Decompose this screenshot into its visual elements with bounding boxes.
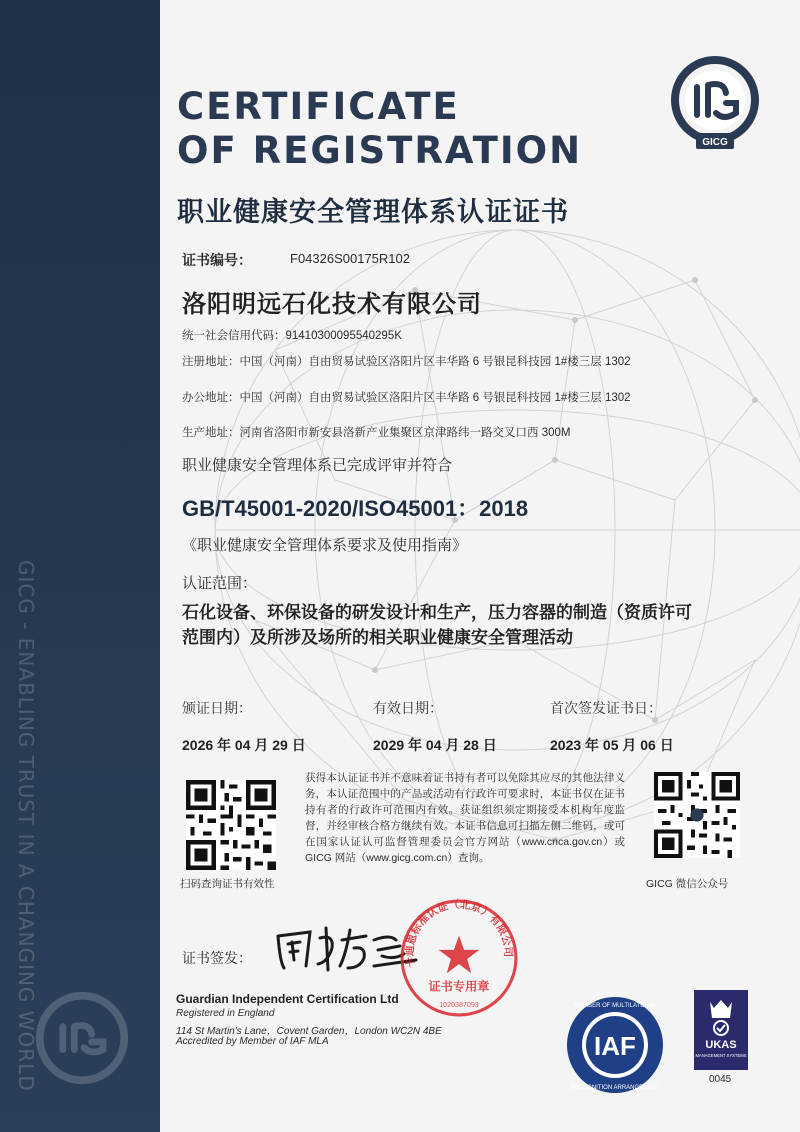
- issue-date-label: 颁证日期：: [182, 700, 252, 716]
- certificate-number: F04326S00175R102: [290, 251, 410, 266]
- issuer-accreditation: Accredited by Member of IAF MLA: [176, 1036, 329, 1047]
- title-line-1: CERTIFICATE: [177, 85, 460, 128]
- svg-text:1020387093: 1020387093: [439, 1000, 479, 1009]
- gicg-logo: [660, 55, 770, 155]
- conformity-statement: 职业健康安全管理体系已完成评审并符合: [182, 457, 453, 474]
- first-issue-date: 2023 年 05 月 06 日: [550, 737, 674, 753]
- wechat-qr-code[interactable]: [654, 772, 740, 858]
- wechat-qr-caption: GICG 微信公众号: [646, 878, 729, 890]
- standard-name: 《职业健康安全管理体系要求及使用指南》: [182, 537, 468, 554]
- verification-qr-code[interactable]: [186, 780, 276, 870]
- issuer-registration: Registered in England: [176, 1008, 275, 1019]
- svg-text:证书专用章: 证书专用章: [428, 979, 490, 994]
- sidebar-gicg-logo: [34, 990, 130, 1086]
- issuer-address: 114 St Martin's Lane，Covent Garden，London WC2N 4BE: [176, 1026, 442, 1037]
- svg-text:RECOGNITION ARRANGEMENT: RECOGNITION ARRANGEMENT: [569, 1085, 661, 1091]
- svg-text:MEMBER OF MULTILATERAL: MEMBER OF MULTILATERAL: [574, 1003, 656, 1009]
- production-address: 生产地址：河南省洛阳市新安县洛新产业集聚区京津路纬一路交叉口西 300M: [182, 427, 571, 439]
- issue-date: 2026 年 04 月 29 日: [182, 737, 306, 753]
- verification-qr-caption: 扫码查询证书有效性: [180, 878, 275, 890]
- scope-label: 认证范围：: [182, 575, 258, 592]
- ukas-label: UKAS: [705, 1039, 737, 1051]
- certificate-title: [177, 85, 597, 173]
- title-line-2: OF REGISTRATION: [177, 129, 583, 172]
- valid-date-label: 有效日期：: [373, 700, 443, 716]
- official-seal: [398, 897, 520, 1019]
- iaf-logo: [565, 995, 665, 1095]
- signature-label: 证书签发：: [182, 950, 252, 966]
- standard-code: GB/T45001-2020/ISO45001：2018: [182, 496, 529, 521]
- certificate-title-cn: 职业健康安全管理体系认证证书: [177, 197, 569, 227]
- legal-notice: 获得本认证证书并不意味着证书持有者可以免除其应尽的其他法律义务，本认证范围中的产品或活动有行政许可要求时，本证书仅在证书持有者的行政许可范围内有效。获证组织须定期接受本机构年度监督，并经审核合格方继续有效。本证书信息可扫描左侧二维码，或可在国家认证认可监督管理委员会官方网站（www.cnca.gov.cn）或 GICG 网站（www.gicg.com.cn）查询。: [305, 772, 625, 864]
- svg-text:卡迪恩标准认证（北京）有限公司: 卡迪恩标准认证（北京）有限公司: [403, 897, 515, 969]
- iaf-label: IAF: [594, 1031, 636, 1061]
- office-address: 办公地址：中国（河南）自由贸易试验区洛阳片区丰华路 6 号银昆科技园 1#楼三层 1302: [182, 392, 631, 404]
- ukas-sub: MANAGEMENT SYSTEMS: [695, 1053, 747, 1058]
- credit-code: 统一社会信用代码：91410300095540295K: [182, 330, 402, 342]
- ukas-number: 0045: [709, 1074, 732, 1085]
- registered-address: 注册地址：中国（河南）自由贸易试验区洛阳片区丰华路 6 号银昆科技园 1#楼三层 1302: [182, 356, 631, 368]
- sidebar-slogan: GICG - ENABLING TRUST IN A CHANGING WORLD: [14, 560, 38, 1092]
- ukas-logo: [694, 990, 748, 1070]
- scope-text: 石化设备、环保设备的研发设计和生产，压力容器的制造（资质许可范围内）及所涉及场所的相关职业健康安全管理活动: [182, 603, 692, 647]
- logo-text: GICG: [702, 137, 728, 148]
- first-issue-date-label: 首次签发证书日：: [550, 700, 662, 716]
- certificate-number-label: 证书编号：: [182, 252, 252, 268]
- issuer-name: Guardian Independent Certification Ltd: [176, 992, 399, 1006]
- valid-date: 2029 年 04 月 28 日: [373, 737, 497, 753]
- company-name: 洛阳明远石化技术有限公司: [182, 291, 482, 318]
